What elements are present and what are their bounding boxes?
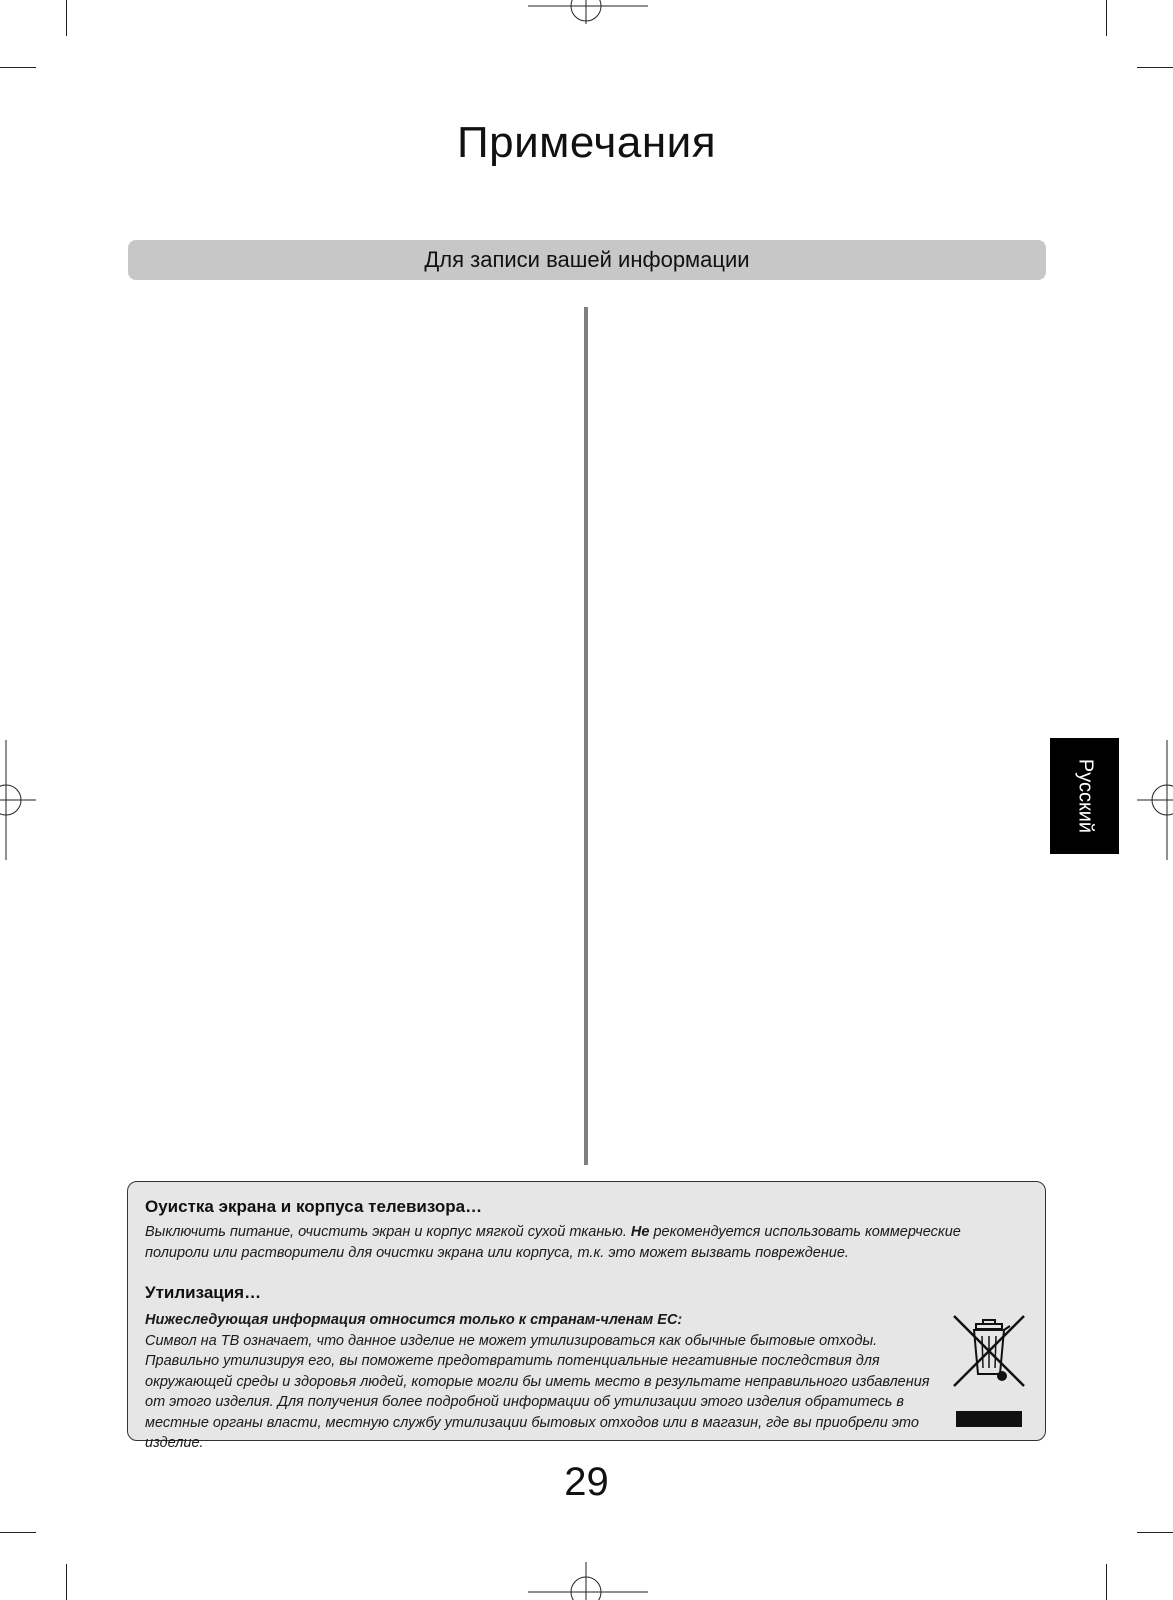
registration-mark-left-icon <box>0 740 36 860</box>
crop-mark <box>1137 67 1173 68</box>
cleaning-text-part-2: рекомендуется использовать коммерческие полироли или растворители для очистки экрана или корпуса, т.к. это может вызвать повреждение. <box>145 1224 961 1261</box>
crop-mark <box>0 1532 36 1533</box>
disposal-heading: Утилизация… <box>145 1283 262 1302</box>
crossed-out-wheelie-bin-icon <box>950 1312 1028 1427</box>
crop-mark <box>66 1564 67 1600</box>
cleaning-emphasis: Не <box>630 1224 650 1240</box>
column-divider <box>584 307 588 1165</box>
cleaning-text <box>145 1222 1025 1263</box>
info-box <box>127 1181 1046 1451</box>
crop-mark <box>1106 1564 1107 1600</box>
crop-mark <box>1106 0 1107 36</box>
crop-mark <box>0 67 36 68</box>
disposal-text-block <box>145 1310 945 1454</box>
disposal-subheading: Нижеследующая информация относится только к странам-членам ЕС: <box>145 1312 683 1328</box>
crop-mark <box>1137 1532 1173 1533</box>
registration-mark-right-icon <box>1137 740 1173 860</box>
cleaning-text-part-1: Выключить питание, очистить экран и корпус мягкой сухой тканью. <box>145 1224 631 1240</box>
page-title: Примечания <box>456 118 717 167</box>
crop-mark <box>66 0 67 36</box>
disposal-text: Символ на ТВ означает, что данное изделие не может утилизироваться как обычные бытовые отходы. Правильно утилизируя его, вы поможете предотвратить потенциальные негативные последствия для окружающей среды и здоровья людей, которые могли бы иметь место в результате неправильного избавления от этого изделия. Для получения более подробной информации об утилизации этого изделия обратитесь в местные органы власти, местную службу утилизации бытовых отходов или в магазин, где вы приобрели это изделие. <box>145 1332 930 1451</box>
section-banner: Для записи вашей информации <box>128 240 1046 280</box>
language-tab-label: Русский <box>1074 758 1096 834</box>
registration-mark-bottom-icon <box>528 1562 648 1600</box>
language-tab <box>1050 738 1119 854</box>
page-number: 29 <box>564 1460 609 1504</box>
registration-mark-top-icon <box>528 0 648 24</box>
cleaning-heading: Оуистка экрана и корпуса телевизора… <box>145 1197 483 1216</box>
